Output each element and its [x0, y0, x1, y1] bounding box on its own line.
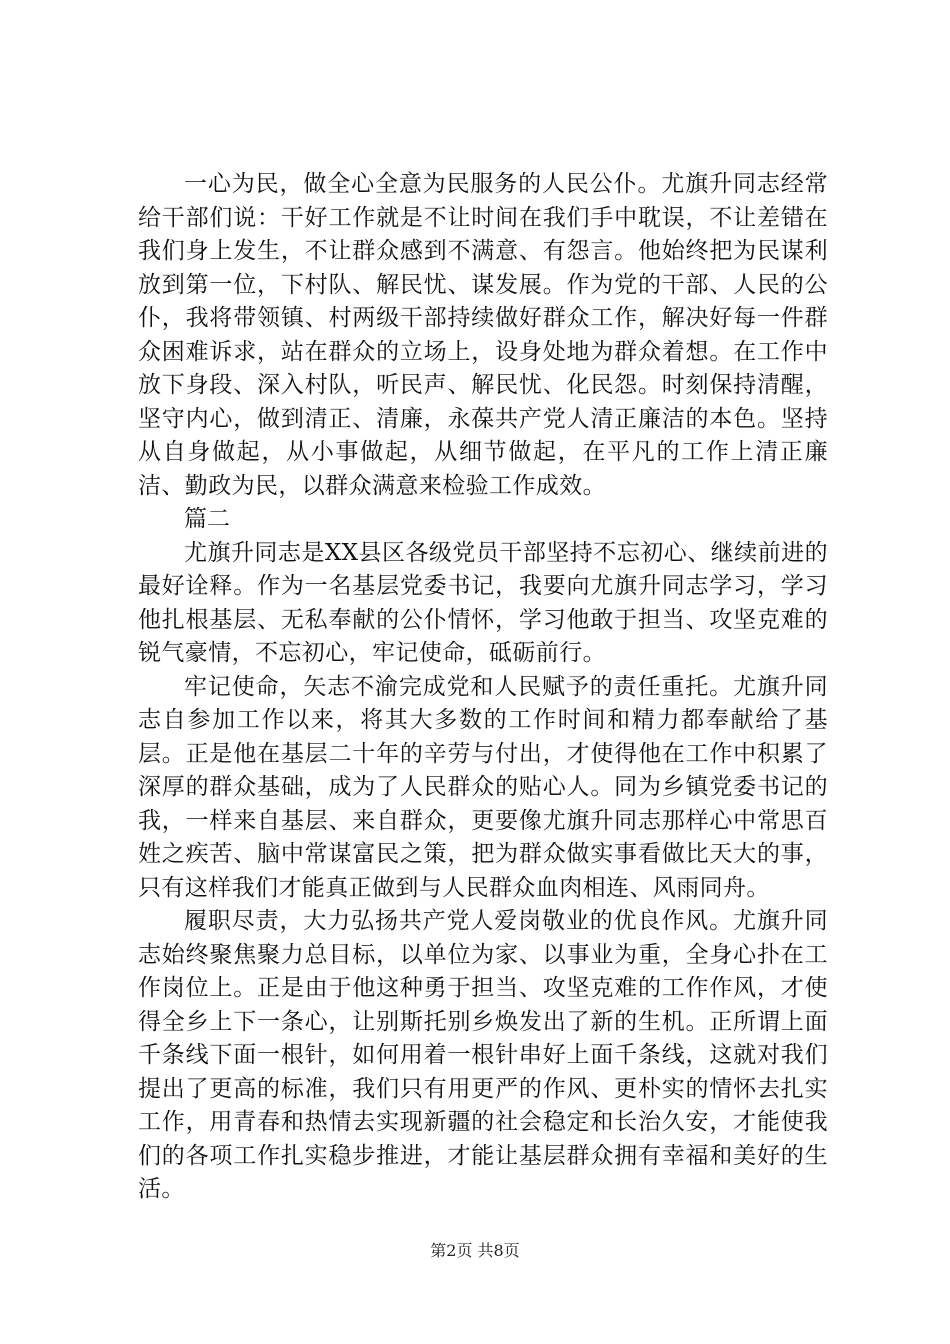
paragraph-4: 履职尽责，大力弘扬共产党人爱岗敬业的优良作风。尤旗升同志始终聚焦聚力总目标，以单位为家、以事业为重，全身心扑在工作岗位上。正是由于他这种勇于担当、攻坚克难的工作作风，才使得全乡上下一条心，让别斯托别乡焕发出了新的生机。正所谓上面千条线下面一根针，如何用着一根针串好上面千条线，这就对我们提出了更高的标准，我们只有用更严的作风、更朴实的情怀去扎实工作，用青春和热情去实现新疆的社会稳定和长治久安，才能使我们的各项工作扎实稳步推进，才能让基层群众拥有幸福和美好的生活。: [138, 908, 828, 1202]
paragraph-2: 尤旗升同志是XX县区各级党员干部坚持不忘初心、继续前进的最好诠释。作为一名基层党委书记，我要向尤旗升同志学习，学习他扎根基层、无私奉献的公仆情怀，学习他敢于担当、攻坚克难的锐气豪情，不忘初心，牢记使命，砥砺前行。: [138, 539, 828, 666]
page-footer: 第2页 共8页: [430, 1241, 520, 1260]
section-heading: 篇二: [184, 506, 230, 532]
paragraph-1: 一心为民，做全心全意为民服务的人民公仆。尤旗升同志经常给干部们说：干好工作就是不让时间在我们手中耽误，不让差错在我们身上发生，不让群众感到不满意、有怨言。他始终把为民谋利放到第一位，下村队、解民忧、谋发展。作为党的干部、人民的公仆，我将带领镇、村两级干部持续做好群众工作，解决好每一件群众困难诉求，站在群众的立场上，设身处地为群众着想。在工作中放下身段、深入村队，听民声、解民忧、化民怨。时刻保持清醒，坚守内心，做到清正、清廉，永葆共产党人清正廉洁的本色。坚持从自身做起，从小事做起，从细节做起，在平凡的工作上清正廉洁、勤政为民，以群众满意来检验工作成效。: [138, 171, 828, 499]
document-body: [138, 168, 828, 1207]
paragraph-3: 牢记使命，矢志不渝完成党和人民赋予的责任重托。尤旗升同志自参加工作以来，将其大多数的工作时间和精力都奉献给了基层。正是他在基层二十年的辛劳与付出，才使得他在工作中积累了深厚的群众基础，成为了人民群众的贴心人。同为乡镇党委书记的我，一样来自基层、来自群众，更要像尤旗升同志那样心中常思百姓之疾苦、脑中常谋富民之策，把为群众做实事看做比天大的事，只有这样我们才能真正做到与人民群众血肉相连、风雨同舟。: [138, 673, 828, 901]
